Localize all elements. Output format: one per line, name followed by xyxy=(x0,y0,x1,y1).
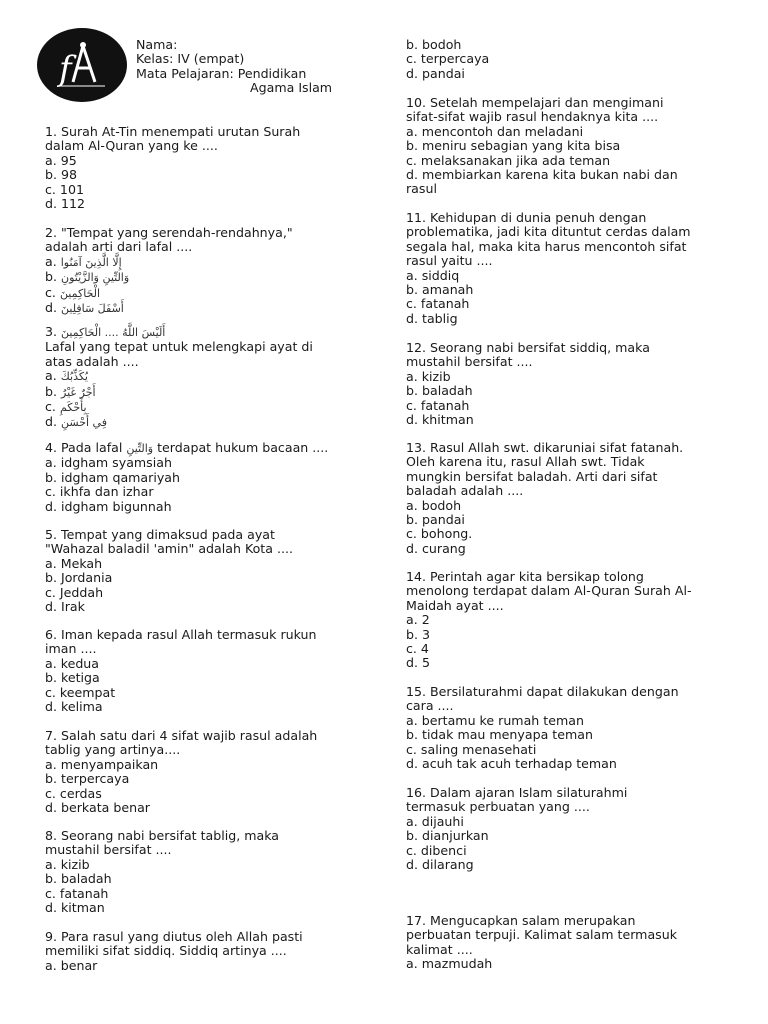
right-question-6 xyxy=(406,685,736,771)
answer-option: d. curang xyxy=(406,540,466,556)
question-stem-line: atas adalah .... xyxy=(45,353,139,369)
answer-option: d. idgham bigunnah xyxy=(45,498,172,514)
answer-option: c. 4 xyxy=(406,641,429,657)
answer-option: a. إِلَّا الَّذِينَ آمَنُوا xyxy=(45,253,122,269)
answer-option: a. يُكَذِّبُكَ xyxy=(45,368,88,384)
question-stem-line: "Wahazal baladil 'amin" adalah Kota .... xyxy=(45,541,293,557)
left-question-3 xyxy=(45,441,375,514)
question-stem-line: 8. Seorang nabi bersifat tablig, maka xyxy=(45,828,280,843)
arabic-option: أَجْرٌ غَيْرُ xyxy=(61,385,96,399)
right-question-4 xyxy=(406,441,736,556)
answer-option: c. fatanah xyxy=(406,296,470,312)
right-question-0 xyxy=(406,38,736,81)
question-stem-line: baladah adalah .... xyxy=(406,483,524,499)
left-question-6 xyxy=(45,729,375,815)
class-label: Kelas: IV (empat) xyxy=(136,51,245,67)
answer-option: a. mazmudah xyxy=(406,956,493,972)
answer-option: b. meniru sebagian yang kita bisa xyxy=(406,138,621,154)
question-stem-line: 13. Rasul Allah swt. dikaruniai sifat fatanah. xyxy=(406,440,684,455)
answer-option: c. saling menasehati xyxy=(406,741,537,757)
subject-label-cont: Agama Islam xyxy=(250,80,333,96)
answer-option: b. bodoh xyxy=(406,37,462,52)
answer-option: b. idgham qamariyah xyxy=(45,469,180,485)
answer-option: c. fatanah xyxy=(406,397,470,413)
question-stem-line: 2. "Tempat yang serendah-rendahnya," xyxy=(45,225,293,240)
question-stem-line: perbuatan terpuji. Kalimat salam termasuk xyxy=(406,927,678,943)
answer-option: c. fatanah xyxy=(45,885,109,901)
question-stem-line: mustahil bersifat .... xyxy=(45,842,172,858)
question-stem-line: 4. Pada lafal وَالتِّينِ terdapat hukum bacaan .... xyxy=(45,440,329,455)
arabic-option: بِأَحْكَمِ xyxy=(59,401,87,415)
answer-option: b. tidak mau menyapa teman xyxy=(406,727,593,743)
question-stem-line: 1. Surah At-Tin menempati urutan Surah xyxy=(45,124,301,139)
answer-option: a. 95 xyxy=(45,152,77,168)
answer-option: d. tablig xyxy=(406,310,458,326)
left-question-7 xyxy=(45,829,375,915)
answer-option: d. acuh tak acuh terhadap teman xyxy=(406,756,617,772)
left-question-8 xyxy=(45,930,375,973)
answer-option: b. 98 xyxy=(45,167,78,183)
answer-option: a. benar xyxy=(45,957,98,973)
answer-option: d. فِي أَحْسَنِ xyxy=(45,414,107,430)
question-stem-line: 6. Iman kepada rasul Allah termasuk rukun xyxy=(45,627,317,642)
answer-option: c. cerdas xyxy=(45,785,102,801)
answer-option: d. kitman xyxy=(45,900,105,916)
question-stem-line: cara .... xyxy=(406,698,454,714)
question-stem-line: 16. Dalam ajaran Islam silaturahmi xyxy=(406,785,628,800)
question-stem-line: 5. Tempat yang dimaksud pada ayat xyxy=(45,527,275,542)
name-label: Nama: xyxy=(136,37,178,52)
question-stem-line: adalah arti dari lafal .... xyxy=(45,239,193,255)
subject-label: Mata Pelajaran: Pendidikan xyxy=(136,65,307,81)
answer-option: c. terpercaya xyxy=(406,51,490,67)
answer-option: d. berkata benar xyxy=(45,800,150,816)
answer-option: c. ikhfa dan izhar xyxy=(45,484,154,500)
question-stem-line: sifat-sifat wajib rasul hendaknya kita .... xyxy=(406,109,659,125)
answer-option: a. bertamu ke rumah teman xyxy=(406,712,584,728)
answer-option: d. dilarang xyxy=(406,857,474,873)
question-stem-line: Oleh karena itu, rasul Allah swt. Tidak xyxy=(406,454,645,470)
answer-option: a. dijauhi xyxy=(406,813,464,829)
question-stem-line: 3. أَلَيْسَ اللَّهُ .... الْحَاكِمِينَ xyxy=(45,324,166,339)
answer-option: a. kizib xyxy=(406,368,451,384)
question-stem-line: 11. Kehidupan di dunia penuh dengan xyxy=(406,210,647,225)
question-stem-line: termasuk perbuatan yang .... xyxy=(406,799,590,815)
school-logo xyxy=(37,28,127,102)
answer-option: c. keempat xyxy=(45,684,116,700)
answer-option: b. Jordania xyxy=(45,570,113,586)
answer-option: c. bohong. xyxy=(406,526,473,542)
answer-option: c. بِأَحْكَمِ xyxy=(45,399,87,415)
arabic-option: إِلَّا الَّذِينَ آمَنُوا xyxy=(60,255,122,269)
question-stem-line: memiliki sifat siddiq. Siddiq artinya .... xyxy=(45,943,287,959)
answer-option: d. Irak xyxy=(45,599,85,615)
arabic-option: يُكَذِّبُكَ xyxy=(60,370,88,384)
answer-option: a. menyampaikan xyxy=(45,756,159,772)
question-stem-line: Lafal yang tepat untuk melengkapi ayat di xyxy=(45,339,313,355)
answer-option: b. baladah xyxy=(45,871,112,887)
answer-option: a. idgham syamsiah xyxy=(45,455,172,471)
question-stem-line: 10. Setelah mempelajari dan mengimani xyxy=(406,95,664,110)
answer-option: d. 5 xyxy=(406,655,431,671)
question-stem-line: segala hal, maka kita harus mencontoh sifat xyxy=(406,238,687,254)
question-stem-line: problematika, jadi kita dituntut cerdas dalam xyxy=(406,224,691,240)
answer-option: a. kedua xyxy=(45,655,100,671)
answer-option: d. membiarkan karena kita bukan nabi dan xyxy=(406,167,678,183)
left-question-4 xyxy=(45,528,375,614)
left-question-2 xyxy=(45,325,375,431)
answer-option: c. dibenci xyxy=(406,842,467,858)
answer-option: b. ketiga xyxy=(45,670,100,686)
left-question-0 xyxy=(45,125,375,211)
question-stem-line: kalimat .... xyxy=(406,941,473,957)
arabic-option: وَالتِّينِ وَالزَّيْتُونِ xyxy=(61,271,130,285)
right-question-5 xyxy=(406,570,736,671)
answer-option: c. Jeddah xyxy=(45,584,104,600)
right-question-3 xyxy=(406,341,736,427)
answer-option: a. kizib xyxy=(45,856,90,872)
question-stem-line: 12. Seorang nabi bersifat siddiq, maka xyxy=(406,340,650,355)
question-stem-line: 15. Bersilaturahmi dapat dilakukan dengan xyxy=(406,684,679,699)
left-question-5 xyxy=(45,628,375,714)
answer-option: c. 101 xyxy=(45,181,84,197)
question-stem-line: 7. Salah satu dari 4 sifat wajib rasul adalah xyxy=(45,728,318,743)
question-stem-line: tablig yang artinya.... xyxy=(45,742,181,758)
question-stem-line: iman .... xyxy=(45,641,97,657)
right-question-2 xyxy=(406,211,736,326)
student-header xyxy=(136,38,376,96)
answer-option: b. وَالتِّينِ وَالزَّيْتُونِ xyxy=(45,269,130,285)
question-stem-line: menolong terdapat dalam Al-Quran Surah Al- xyxy=(406,583,692,599)
arabic-option: أَسْفَلَ سَافِلِينَ xyxy=(61,302,124,316)
answer-option: d. kelima xyxy=(45,699,103,715)
answer-option: c. الْحَاكِمِينَ xyxy=(45,284,101,300)
right-question-8 xyxy=(406,914,736,972)
question-stem-line: mustahil bersifat .... xyxy=(406,354,533,370)
answer-option: a. Mekah xyxy=(45,555,103,571)
arabic-option: فِي أَحْسَنِ xyxy=(61,416,107,430)
answer-option: b. terpercaya xyxy=(45,771,130,787)
question-stem-line: 9. Para rasul yang diutus oleh Allah pasti xyxy=(45,929,303,944)
arabic-lafal: أَلَيْسَ اللَّهُ .... الْحَاكِمِينَ xyxy=(61,326,166,339)
arabic-option: الْحَاكِمِينَ xyxy=(59,286,101,300)
answer-option: d. أَسْفَلَ سَافِلِينَ xyxy=(45,300,124,316)
svg-text:f: f xyxy=(59,49,72,89)
answer-option: b. dianjurkan xyxy=(406,828,489,844)
answer-option: b. 3 xyxy=(406,626,431,642)
question-stem-line: 17. Mengucapkan salam merupakan xyxy=(406,913,636,928)
arabic-lafal: وَالتِّينِ xyxy=(126,442,154,455)
question-stem-line: mungkin bersifat baladah. Arti dari sifat xyxy=(406,468,658,484)
answer-option: b. أَجْرٌ غَيْرُ xyxy=(45,383,96,399)
question-stem-line: 14. Perintah agar kita bersikap tolong xyxy=(406,569,644,584)
answer-option: a. siddiq xyxy=(406,267,460,283)
answer-option: b. baladah xyxy=(406,383,473,399)
answer-option: d. 112 xyxy=(45,196,86,212)
answer-option: a. mencontoh dan meladani xyxy=(406,123,584,139)
answer-option: c. melaksanakan jika ada teman xyxy=(406,152,611,168)
question-stem-line: rasul yaitu .... xyxy=(406,253,493,269)
left-question-1 xyxy=(45,226,375,316)
answer-option: a. 2 xyxy=(406,612,430,628)
answer-option: rasul xyxy=(406,181,437,197)
answer-option: b. pandai xyxy=(406,512,465,528)
answer-option: a. bodoh xyxy=(406,497,462,513)
right-question-7 xyxy=(406,786,736,872)
right-question-1 xyxy=(406,96,736,197)
question-stem-line: dalam Al-Quran yang ke .... xyxy=(45,138,218,154)
question-stem-line: Maidah ayat .... xyxy=(406,597,504,613)
answer-option: b. amanah xyxy=(406,282,474,298)
answer-option: d. pandai xyxy=(406,65,465,81)
answer-option: d. khitman xyxy=(406,412,474,428)
